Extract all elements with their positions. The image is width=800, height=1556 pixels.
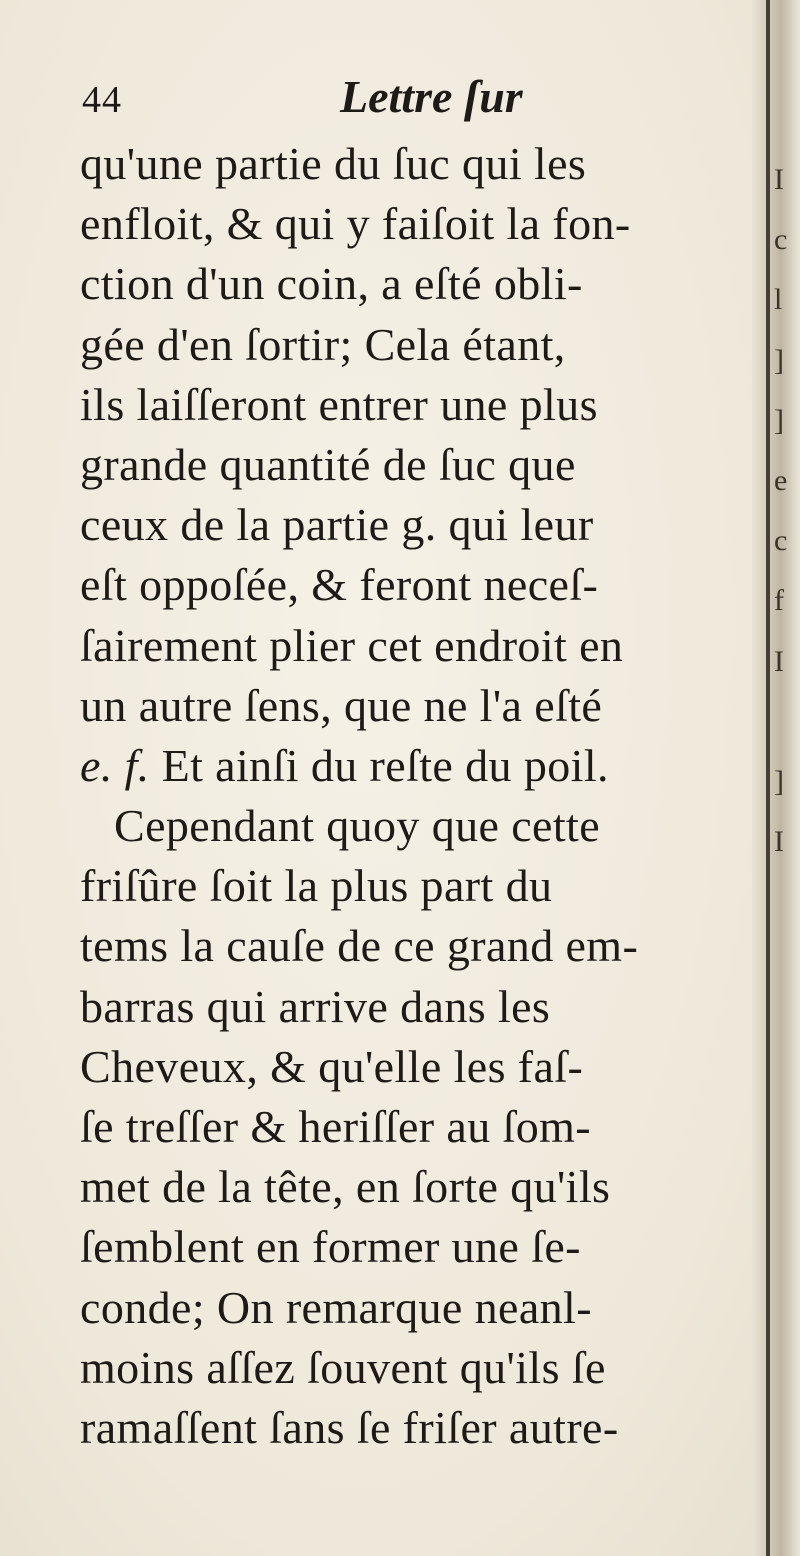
text-line: ils laiſſeront entrer une plus	[80, 378, 598, 430]
running-title: Lettre ſur	[340, 71, 523, 122]
bleed-char: I	[774, 163, 784, 196]
text-segment: Et ainſi du reſte du poil.	[149, 739, 609, 791]
bleed-char: ]	[774, 343, 784, 377]
bleed-char: I	[774, 825, 784, 859]
bleed-char: f	[774, 584, 784, 618]
bleed-char: l	[774, 283, 783, 317]
text-line: tems la cauſe de ce grand em-	[80, 920, 639, 972]
text-line: ſairement plier cet endroit en	[80, 619, 624, 671]
facing-page-bleed	[774, 150, 796, 872]
text-line: ction d'un coin, a eſté obli-	[80, 258, 583, 310]
page-header	[82, 70, 642, 130]
text-line: enfloit, & qui y faiſoit la fon-	[80, 198, 631, 250]
text-line: ſe treſſer & heriſſer au ſom-	[80, 1101, 591, 1152]
text-line: conde; On remarque neanl-	[80, 1281, 592, 1333]
bleed-char	[774, 692, 796, 752]
text-line: ceux de la partie g. qui leur	[80, 499, 594, 551]
paragraph-start-line: Cependant quoy que cette	[114, 800, 601, 852]
figure-reference: e. f.	[80, 739, 150, 791]
text-line: grande quantité de ſuc que	[80, 438, 576, 490]
body-text	[80, 134, 760, 1458]
text-line: ſemblent en former une ſe-	[80, 1221, 581, 1273]
bleed-char: ]	[774, 764, 784, 798]
text-line: gée d'en ſortir; Cela étant,	[80, 318, 566, 370]
text-line: friſûre ſoit la plus part du	[80, 860, 553, 912]
text-line: Cheveux, & qu'elle les faſ-	[80, 1040, 584, 1092]
bleed-char: ]	[774, 403, 784, 437]
bleed-char: e	[774, 463, 788, 497]
text-line: barras qui arrive dans les	[80, 980, 551, 1032]
text-line	[80, 736, 760, 796]
text-line: ramaſſent ſans ſe friſer autre-	[80, 1401, 619, 1453]
text-line: qu'une partie du ſuc qui les	[80, 138, 587, 189]
text-line: un autre ſens, que ne l'a eſté	[80, 679, 603, 731]
text-line: eſt oppoſée, & feront neceſ-	[80, 559, 599, 611]
bleed-char: I	[774, 644, 784, 678]
bleed-char: c	[774, 223, 788, 257]
binding-edge	[766, 0, 770, 1556]
text-line: moins aſſez ſouvent qu'ils ſe	[80, 1341, 606, 1393]
bleed-char: c	[774, 524, 788, 558]
page-number: 44	[82, 79, 122, 121]
text-line: met de la tête, en ſorte qu'ils	[80, 1161, 611, 1213]
